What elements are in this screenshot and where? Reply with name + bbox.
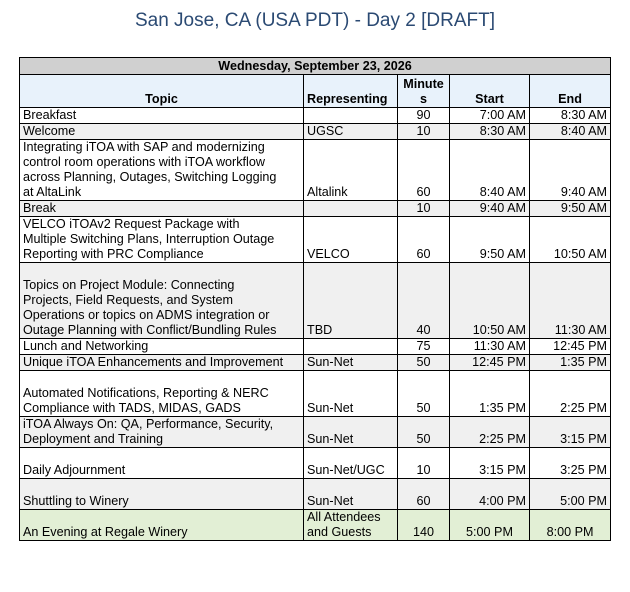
end-time-cell: 3:15 PM <box>530 417 611 448</box>
end-time-cell: 5:00 PM <box>530 479 611 510</box>
table-row <box>20 417 611 448</box>
representing-cell-line: Altalink <box>307 185 348 199</box>
representing-cell <box>304 371 398 417</box>
representing-cell <box>304 201 398 217</box>
representing-cell <box>304 140 398 201</box>
topic-cell-line: Unique iTOA Enhancements and Improvement <box>23 355 284 369</box>
topic-cell-line: Integrating iTOA with SAP and modernizing <box>23 140 265 154</box>
topic-cell <box>20 355 304 371</box>
representing-cell <box>304 448 398 479</box>
representing-cell <box>304 510 398 541</box>
representing-cell-line: VELCO <box>307 247 350 261</box>
column-header-minutes <box>398 75 450 108</box>
start-time-cell: 9:50 AM <box>450 217 530 263</box>
representing-cell-line: Sun-Net/UGC <box>307 463 385 477</box>
representing-cell-line: Sun-Net <box>307 355 354 369</box>
column-header-topic: Topic <box>20 75 304 108</box>
representing-cell-line <box>307 201 311 215</box>
topic-cell-line: Operations or topics on ADMS integration or <box>23 308 270 322</box>
representing-cell-line: Sun-Net <box>307 432 354 446</box>
topic-cell <box>20 371 304 417</box>
table-row <box>20 510 611 541</box>
topic-cell-line: VELCO iTOAv2 Request Package with <box>23 217 240 231</box>
topic-cell-line: Automated Notifications, Reporting & NERC <box>23 386 269 400</box>
end-time-cell: 12:45 PM <box>530 339 611 355</box>
table-row <box>20 140 611 201</box>
start-time-cell: 8:40 AM <box>450 140 530 201</box>
start-time-cell: 12:45 PM <box>450 355 530 371</box>
topic-cell-line: iTOA Always On: QA, Performance, Security, <box>23 417 274 431</box>
minutes-cell: 140 <box>398 510 450 541</box>
date-header-row <box>20 58 611 75</box>
minutes-cell: 60 <box>398 479 450 510</box>
minutes-cell: 40 <box>398 263 450 339</box>
representing-cell <box>304 417 398 448</box>
topic-cell <box>20 217 304 263</box>
topic-cell-line: Reporting with PRC Compliance <box>23 247 204 261</box>
column-header-representing: Representing <box>304 75 398 108</box>
topic-cell <box>20 263 304 339</box>
minutes-cell: 50 <box>398 371 450 417</box>
representing-cell-line: Sun-Net <box>307 401 354 415</box>
end-time-cell: 1:35 PM <box>530 355 611 371</box>
representing-cell-line: TBD <box>307 323 333 337</box>
topic-cell-line: Compliance with TADS, MIDAS, GADS <box>23 401 241 415</box>
start-time-cell: 5:00 PM <box>450 510 530 541</box>
minutes-cell: 10 <box>398 124 450 140</box>
topic-cell-line <box>23 371 27 385</box>
minutes-cell: 50 <box>398 417 450 448</box>
minutes-cell: 60 <box>398 217 450 263</box>
end-time-cell: 8:40 AM <box>530 124 611 140</box>
topic-cell-line <box>23 479 27 493</box>
minutes-header-line2: s <box>419 92 427 106</box>
topic-cell <box>20 201 304 217</box>
topic-cell-line: across Planning, Outages, Switching Logging <box>23 170 277 184</box>
representing-cell-line: All Attendees <box>307 510 381 524</box>
topic-cell-line: Welcome <box>23 124 76 138</box>
representing-cell <box>304 479 398 510</box>
representing-cell-line <box>307 108 311 122</box>
topic-cell-line: Projects, Field Requests, and System <box>23 293 233 307</box>
start-time-cell: 11:30 AM <box>450 339 530 355</box>
topic-cell-line: Topics on Project Module: Connecting <box>23 278 235 292</box>
topic-cell-line: Break <box>23 201 56 215</box>
column-header-start: Start <box>450 75 530 108</box>
minutes-cell: 10 <box>398 201 450 217</box>
table-row <box>20 217 611 263</box>
topic-cell <box>20 108 304 124</box>
end-time-cell: 9:50 AM <box>530 201 611 217</box>
table-row <box>20 339 611 355</box>
end-time-cell: 9:40 AM <box>530 140 611 201</box>
end-time-cell: 2:25 PM <box>530 371 611 417</box>
representing-cell-line: and Guests <box>307 525 372 539</box>
table-row <box>20 479 611 510</box>
agenda-table <box>19 57 611 541</box>
representing-cell <box>304 339 398 355</box>
representing-cell <box>304 263 398 339</box>
topic-cell <box>20 510 304 541</box>
topic-cell-line: control room operations with iTOA workflow <box>23 155 265 169</box>
topic-cell-line <box>23 448 27 462</box>
minutes-cell: 75 <box>398 339 450 355</box>
table-row <box>20 355 611 371</box>
start-time-cell: 7:00 AM <box>450 108 530 124</box>
topic-cell-line: Shuttling to Winery <box>23 494 129 508</box>
table-row <box>20 371 611 417</box>
topic-cell-line: Breakfast <box>23 108 77 122</box>
minutes-cell: 90 <box>398 108 450 124</box>
agenda-body <box>20 108 611 541</box>
topic-cell-line: Multiple Switching Plans, Interruption Outage <box>23 232 275 246</box>
representing-cell <box>304 108 398 124</box>
end-time-cell: 10:50 AM <box>530 217 611 263</box>
topic-cell-line: Deployment and Training <box>23 432 164 446</box>
representing-cell <box>304 124 398 140</box>
column-header-row <box>20 75 611 108</box>
topic-cell-line: Lunch and Networking <box>23 339 149 353</box>
start-time-cell: 8:30 AM <box>450 124 530 140</box>
table-row <box>20 124 611 140</box>
end-time-cell: 11:30 AM <box>530 263 611 339</box>
representing-cell-line <box>307 339 311 353</box>
page-title: San Jose, CA (USA PDT) - Day 2 [DRAFT] <box>134 10 496 31</box>
topic-cell <box>20 479 304 510</box>
end-time-cell: 3:25 PM <box>530 448 611 479</box>
minutes-cell: 50 <box>398 355 450 371</box>
topic-cell <box>20 140 304 201</box>
topic-cell-line: at AltaLink <box>23 185 82 199</box>
topic-cell <box>20 448 304 479</box>
end-time-cell: 8:30 AM <box>530 108 611 124</box>
table-row <box>20 448 611 479</box>
table-row <box>20 263 611 339</box>
representing-cell-line: Sun-Net <box>307 494 354 508</box>
minutes-header-line1: Minute <box>403 77 444 91</box>
minutes-cell: 10 <box>398 448 450 479</box>
date-header: Wednesday, September 23, 2026 <box>20 58 611 75</box>
topic-cell <box>20 124 304 140</box>
representing-cell <box>304 217 398 263</box>
topic-cell <box>20 417 304 448</box>
start-time-cell: 4:00 PM <box>450 479 530 510</box>
start-time-cell: 9:40 AM <box>450 201 530 217</box>
representing-cell <box>304 355 398 371</box>
topic-cell-line: An Evening at Regale Winery <box>23 525 188 539</box>
topic-cell-line <box>23 510 27 524</box>
table-row <box>20 108 611 124</box>
topic-cell-line: Daily Adjournment <box>23 463 126 477</box>
minutes-cell: 60 <box>398 140 450 201</box>
start-time-cell: 2:25 PM <box>450 417 530 448</box>
table-row <box>20 201 611 217</box>
topic-cell-line <box>23 263 27 277</box>
representing-cell-line: UGSC <box>307 124 344 138</box>
topic-cell-line: Outage Planning with Conflict/Bundling Rules <box>23 323 277 337</box>
start-time-cell: 1:35 PM <box>450 371 530 417</box>
topic-cell <box>20 339 304 355</box>
start-time-cell: 10:50 AM <box>450 263 530 339</box>
column-header-end: End <box>530 75 611 108</box>
end-time-cell: 8:00 PM <box>530 510 611 541</box>
start-time-cell: 3:15 PM <box>450 448 530 479</box>
